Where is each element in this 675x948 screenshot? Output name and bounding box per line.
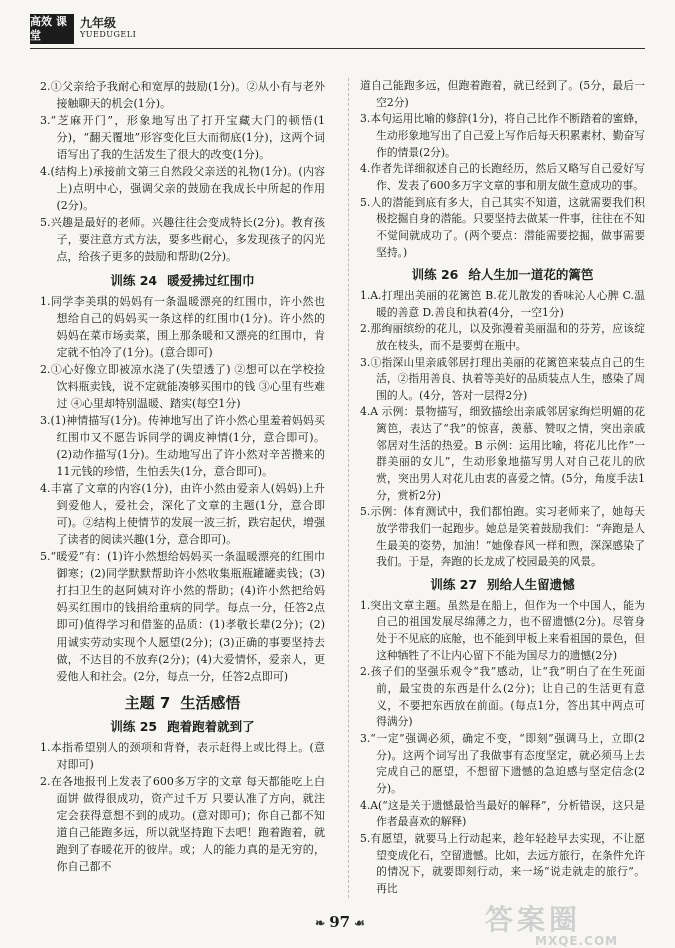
answer-item: 5.兴趣是最好的老师。兴趣往往会变成特长(2分)。教育孩子，要注意方式方法，要多些耐心，多发现孩子的闪光点，给孩子更多的鼓励和帮助(2分)。	[40, 216, 325, 264]
answer-item: 2.孩子们的坚强乐观令“我”感动，让“我”明白了在生死面前，最宝贵的东西是什么(2分)；让自己的生活更有意义，不要把东西放在前面。(每点1分，答出其中两点可得满分)	[360, 665, 645, 729]
answer-item: 道自己能跑多远，但跑着跑着，就已经到了。(5分，最后一空2分)	[360, 79, 645, 109]
section-heading	[40, 718, 325, 735]
brand-label: YUEDUGELI	[80, 30, 137, 39]
answer-item: 4.A 示例：景物描写，细致描绘出亲戚邻居家绚烂明媚的花篱笆，表达了“我”的惊喜，羡慕、赞叹之情，突出亲戚邻居对生活的热爱。B 示例：运用比喻，将花儿比作“一群美丽的女儿”，生动形象地描写男人对自己花儿的欣赏，突出男人对花儿由衷的喜爱之情。(5分，角度手法1分，赏析2分)	[360, 405, 645, 502]
watermark	[485, 898, 618, 948]
answer-item: 1.本指希望别人的颈项和背脊，表示赶得上或比得上。(意对即可)	[40, 740, 325, 771]
answer-item: 3.“一定”强调必须，确定不变，“即刻”强调马上，立即(2分)。这两个词写出了我做事有态度坚定，就必须马上去完成自己的愿望，不想留下遗憾的急迫感与坚定信念(2分)。	[360, 731, 645, 795]
section-heading	[360, 577, 645, 594]
answer-item: 2.①心好像立即被凉水浇了(失望透了) ②想可以在学校捡饮料瓶卖钱，说不定就能凑够买围巾的钱 ③心里有些难过 ④心里却特别温暖、踏实(每空1分)	[40, 362, 325, 410]
ornament-right-icon: ☙	[354, 916, 365, 930]
header-rule	[30, 48, 645, 49]
heading-title: 生活感悟	[180, 693, 241, 712]
answer-item: 2.在各地报刊上发表了600多万字的文章 每天都能吃上白面饼 做得很成功，资产过千万 只要认准了方向，就注定会获得意想不到的成功。(意对即可)；你自己都不知道自己能跑多远，所以就坚持跑下去吧！跑着跑着，就跑到了春暖花开的彼岸。或；人的能力真的是无穷的，你自己都不	[40, 774, 325, 874]
heading-number: 训练 24	[110, 272, 158, 288]
right-column	[360, 78, 645, 898]
page-number	[300, 913, 380, 931]
heading-number: 训练 26	[411, 267, 459, 283]
heading-title: 跑着跑着就到了	[167, 718, 255, 734]
topic-heading	[40, 695, 325, 712]
book-logo: 高效 课堂	[30, 14, 74, 44]
heading-title: 别给人生留遗憾	[487, 577, 575, 593]
heading-number: 训练 25	[110, 718, 158, 734]
answer-item: 5.有愿望，就要马上行动起来，趁年轻趁早去实现，不让愿望变成化石，空留遗憾。比如，去远方旅行，在条件允许的情况下，就要即刻行动，来一场“说走就走的旅行”。再比	[360, 831, 645, 895]
answer-item: 3.(1)神情描写(1分)。传神地写出了许小然心里羞着妈妈买红围巾又不愿告诉同学的调皮神情(1分，意合即可)。(2)动作描写(1分)。生动地写出了许小然对辛苦攒来的11元钱的珍惜，生怕丢失(1分，意合即可)。	[40, 413, 325, 479]
answer-item: 4.作者先详细叙述自己的长跑经历，然后又略写自己爱好写作、发表了600多万字文章的事和朋友做生意成功的事。	[360, 162, 645, 192]
page-header	[30, 12, 645, 52]
answer-item: 5.人的潜能到底有多大，自己其实不知道，这就需要我们积极挖掘自身的潜能。只要坚持去做某一件事，往往在不知不觉间就成功了。(两个要点：潜能需要挖掘，做事需要坚持。)	[360, 195, 645, 259]
answer-item: 3.“芝麻开门”，形象地写出了打开宝藏大门的顿悟(1分)，“翻天覆地”形容变化巨大而彻底(1分)，这两个词语写出了我的生活发生了很大的改变(1分)。	[40, 114, 325, 162]
left-column	[40, 78, 325, 875]
answer-item: 3.本句运用比喻的修辞(1分)，将自己比作不断踏着的蜜蜂，生动形象地写出了自己爱上写作后每天积累素材、勤奋写作的情景(2分)。	[360, 112, 645, 159]
answer-item: 4.A(“这是关于遗憾最恰当最好的解释”，分析错误，这只是作者最喜欢的解释)	[360, 798, 645, 829]
heading-number: 训练 27	[430, 577, 478, 593]
answer-item: 1.同学李美琪的妈妈有一条温暖漂亮的红围巾，许小然也想给自己的妈妈买一条这样的红围巾(1分)。许小然的妈妈在菜市场卖菜，围上那条暖和又漂亮的红围巾，肯定就不怕冷了(1分)。(意合即可)	[40, 294, 325, 359]
watermark-sub: MXQE.COM	[535, 934, 619, 948]
grade-label: 九年级	[80, 16, 117, 30]
heading-title: 暖爱拂过红围巾	[167, 272, 255, 288]
page-number-text: 97	[329, 913, 351, 931]
answer-item: 1.A.打理出美丽的花篱笆 B.花儿散发的香味沁人心脾 C.温暖的善意 D.善良和执着(4分，一空1分)	[360, 288, 645, 319]
watermark-main: 答案圈	[485, 903, 582, 936]
section-heading	[40, 272, 325, 289]
answer-item: 4.丰富了文章的内容(1分)，由许小然由爱亲人(妈妈)上升到爱他人，爱社会，深化了文章的主题(1分，意合即可)。②结构上使情节的发展一波三折，跌宕起伏，增强了读者的阅读兴趣(1分，意合即可)。	[40, 482, 325, 547]
answer-item: 1.突出文章主题。虽然是在船上，但作为一个中国人，能为自己的祖国发展尽绵薄之力，也不留遗憾(2分)。尽管身处于不见底的底舱，也不能到甲板上来看祖国的景色，但这种牺牲了不让内心留下不能为国尽力的遗憾(2分)	[360, 598, 645, 662]
answer-item: 5.“暖爱”有：(1)许小然想给妈妈买一条温暖漂亮的红围巾御寒；(2)同学默默帮助许小然收集瓶瓶罐罐卖钱；(3)打扫卫生的赵阿姨对许小然的帮助；(4)许小然把给妈妈买红围巾的钱捐给重病的同学。每点一分，任答2点即可)值得学习和借鉴的品质：(1)孝敬长辈(2分)；(2)用诚实劳动实现个人愿望(2分)；(3)正确的事要坚持去做，不达目的不放弃(2分)；(4)大爱情怀，爱亲人，更爱他人和社会。(2分，每点一分，任答2点即可)	[40, 550, 325, 683]
heading-title: 给人生加一道花的篱笆	[468, 267, 594, 283]
column-divider	[348, 78, 349, 898]
section-heading	[360, 267, 645, 284]
answer-item: 5.示例：体育测试中，我们都怕跑。实习老师来了，她每天放学带我们一起跑步。她总是笑着鼓励我们：“奔跑是人生最美的姿势，加油！”她像春风一样和煦，深深感染了我们。于是，奔跑的长龙成了校园最美的风景。	[360, 505, 645, 569]
answer-item: 2.①父亲给予我耐心和宽厚的鼓励(1分)。②从小有与老外接触聊天的机会(1分)。	[40, 80, 325, 111]
answer-item: 2.那绚丽缤纷的花儿，以及弥漫着美丽温和的芬芳，应该绽放在枝头，而不是要剪在瓶中。	[360, 322, 645, 352]
ornament-left-icon: ❧	[315, 916, 326, 930]
answer-item: 3.①指深山里亲戚邻居打理出美丽的花篱笆来装点自己的生活，②指用善良、执着等美好的品质装点人生，感染了周围的人。(4分，答对一层得2分)	[360, 355, 645, 402]
heading-number: 主题 7	[124, 693, 171, 712]
answer-item: 4.(结构上)承接前文第三自然段父亲送的礼物(1分)。(内容上)点明中心，强调父亲的鼓励在我成长中所起的作用(2分)。	[40, 165, 325, 213]
